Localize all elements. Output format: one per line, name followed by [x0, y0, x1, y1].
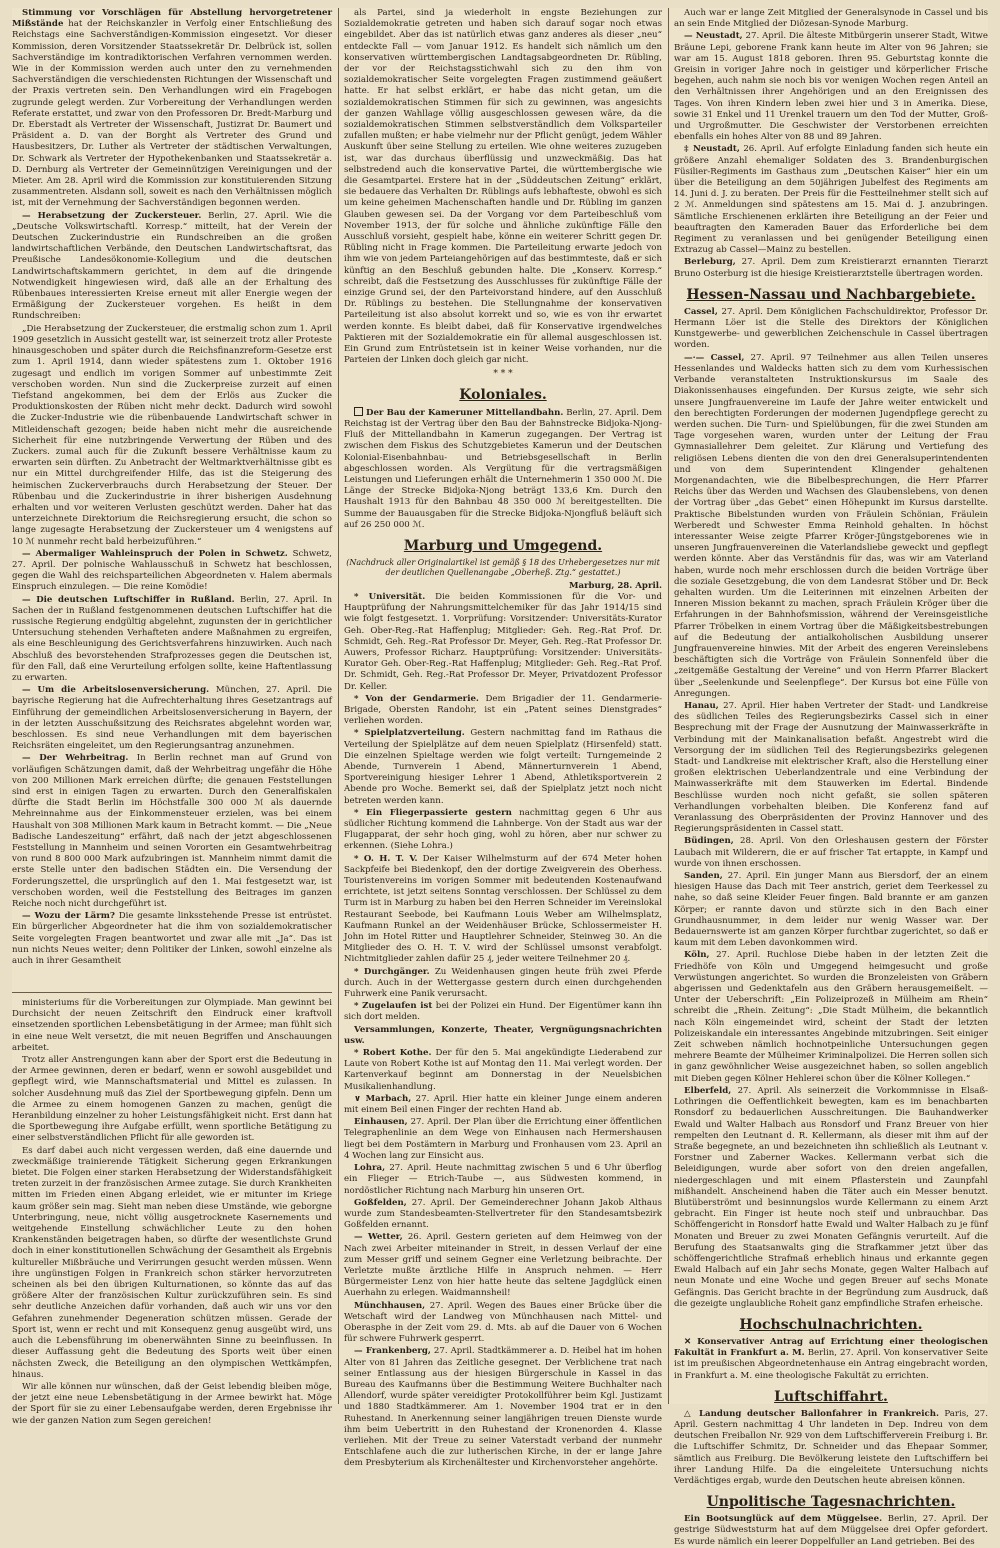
article-paragraph — [12, 8, 332, 210]
article-paragraph — [674, 31, 988, 143]
article-paragraph — [674, 353, 988, 700]
section-heading-marburg: Marburg und Umgegend. — [403, 537, 603, 554]
article-paragraph — [344, 694, 662, 728]
article-lead: Köln, — [684, 950, 710, 961]
article-body: 27. April. Als seinerzeit die Vorkommnisse in Elsaß-Lothringen die Oeffentlichkeit bewegten, kam es im benachbarten Ronsdorf zu bedauerlichen Ausschreitungen. Die Bauhandwerker Ewald und Walter Halbach aus Ronsdorf und Franz Breuer von hier rempelten den Leutnant d. R. Kellermann, als dieser mit ihm auf der Straße begegnete, an und bezeichneten ihn schließlich als Leutnant v. Forstner und Zaberner Wackes. Kellermann verbat sich die Beleidigungen, wurde aber sofort von den dreien angefallen, niedergeschlagen und mit einem Pflasterstein und Zaunpfahl mißhandelt. Anscheinend haben die Täter auch ein Messer benutzt. Blutüberströmt und besinnungslos wurde Kellermann zu einem Arzt gebracht. Ein Finger ist heute noch steif und unbrauchbar. Das Schöffengericht in Ronsdorf hatte Ewald und Walter Halbach zu je fünf Monaten und Breuer zu zwei Monaten Gefängnis verurteilt. Auf die Berufung des Staatsanwalts ging die Strafkammer jetzt über das schöffengerichtliche Strafmaß erheblich hinaus und erkannte gegen Ewald Halbach auf ein Jahr sechs Monate, gegen Walter Halbach auf neun Monate und eine Woche und gegen Breuer auf sechs Monate Gefängnis. Das Gericht brachte in der Begründung zum Ausdruck, daß die gezeigte unglaubliche Roheit ganz empfindliche Strafen erheische. — [674, 1085, 988, 1309]
article-lead: Elberfeld, — [684, 1085, 732, 1096]
article-paragraph — [12, 549, 332, 594]
square-bullet-icon — [354, 407, 363, 416]
article-body: Auch war er lange Zeit Mitglied der Generalsynode in Cassel und bis an sein Ende Mitglied der Diözesan-Synode Marburg. — [674, 8, 988, 30]
section-heading-koloniales: Koloniales. — [459, 386, 547, 403]
article-paragraph — [12, 753, 332, 910]
article-lead: Lohra, — [354, 1163, 386, 1174]
article-body: ministeriums für die Vorbereitungen zur Olympiade. Man gewinnt bei Durchsicht der neuen Zeitschrift den Eindruck einer kraftvoll einsetzenden sportlichen Lebensbetätigung in der Armee; man fühlt sich in eine neue Welt versetzt, die mit neuen Begriffen und Anschauungen arbeitet. — [12, 998, 332, 1053]
article-paragraph — [12, 211, 332, 323]
article-paragraph — [674, 257, 988, 279]
article-body: 27. April. Hier haben Vertreter der Stadt- und Landkreise des südlichen Teiles des Regierungsbezirks Cassel sich in einer Besprechung mit der Frage der Ausnutzung der Mainwasserkräfte in Verbindung mit der Mainkanalisation befaßt. Angestrebt wird die Versorgung der im südlichen Teil des Regierungsbezirks gelegenen Stadt- und Landkreise mit elektrischer Kraft, also die Herstellung einer großen elektrischen Ueberlandzentrale und eine Verbindung der Mainwasserkräfte mit dem Stauwerken im Edertal. Bindende Beschlüsse wurden noch nicht gefaßt, sie sollen späteren Verhandlungen vorbehalten bleiben. Die Konferenz fand auf Veranlassung des Oberpräsidenten der Provinz Hannover und des Regierungspräsidenten in Cassel statt. — [674, 700, 988, 835]
article-body: Berlin, 27. April. Der gestrige Südweststurm hat auf dem Müggelsee drei Opfer gefordert. Es wurde nämlich ein leerer Doppelfuller an Land getrieben. Bei des — [674, 1514, 988, 1547]
article-lead: ∨ Marbach, — [354, 1093, 412, 1104]
article-lead: Münchhausen, — [354, 1300, 426, 1311]
section-heading-luftschiffahrt: Luftschiffahrt. — [774, 1388, 888, 1405]
article-lead: — Um die Arbeitslosenversicherung. — [22, 685, 210, 696]
article-paragraph — [344, 1025, 662, 1047]
article-paragraph — [344, 808, 662, 853]
article-body: Gestern nachmittag fand im Rathaus die Verteilung der Spielplätze auf dem neuen Spielplatz (Hirsenfeld) statt. Die einzelnen Spieltage werden wie folgt verteilt: Turngemeinde 2 Abende, Turnverein 1 Abend, Männerturnverein 1 Abend, Sportvereinigung hiesiger Lehrer 1 Abend, Athletiksportverein 2 Abende pro Woche. Bemerkt sei, daß der Spielplatz jetzt noch nicht betreten werden kann. — [344, 728, 662, 806]
aviation-news — [674, 1409, 988, 1487]
article-lead: * Spielplatzverteilung. — [354, 728, 465, 739]
column-3-local — [674, 8, 988, 280]
article-lead: Berleburg, — [684, 257, 736, 268]
article-paragraph — [344, 407, 662, 531]
hessen-nassau-news — [674, 307, 988, 1310]
article-paragraph — [344, 854, 662, 966]
article-paragraph — [344, 1048, 662, 1093]
article-lead: * Universität. — [354, 591, 426, 602]
article-body: 27. April. Ruchlose Diebe haben in der letzten Zeit die Friedhöfe von Köln und Umgegend heimgesucht und große Verwüstungen angerichtet. So wurden die Bronzeleisten von Gräbern abgerissen und Gedenktafeln aus den Gräbern herausgemeißelt. — Unter der Ueberschrift: „Ein Polizeiprozeß in Mülheim am Rhein“ schreibt die „Rhein. Zeitung“: „Die Stadt Mülheim, die bekanntlich nach Köln eingemeindet wird, scheint der Stadt der letzten Polizeiskandale ein interessantes Angebinde mitzubringen. Seit einiger Zeit schweben nämlich hochnotpeinliche Untersuchungen gegen mehrere Beamte der Mülheimer Kriminalpolizei. Die Herren sollen sich in ganz gewöhnlicher Weise ausgezeichnet haben, so sollen angeblich mit Dieben gegen Kölner Hehlerei schon über die Kölner Kollegen.“ — [674, 950, 988, 1084]
article-paragraph — [12, 685, 332, 752]
article-body: Wir alle können nur wünschen, daß der Geist lebendig bleiben möge, der jetzt eine neue Lebensbetätigung in der Armee bewirkt hat. Möge der Sport für sie zu einer Lebensaufgabe werden, deren Ergebnisse ihr wie der ganzen Nation zum Segen gereichen! — [12, 1381, 332, 1426]
article-paragraph — [344, 1001, 662, 1023]
article-body: hat der Reichskanzler in Verfolg einer Entschließung des Reichstags eine Sachverständigen-Kommission eingesetzt. Vor dieser Kommission, deren Vorsitzender Staatssekretär Dr. Delbrück ist, sollen Sachverständige im kontradiktorischen Verfahren vernommen werden. Wie in der Kommission werden auch unter den zu vernehmenden Sachverständigen die verschiedensten Richtungen der Wissenschaft und der Praxis vertreten sein. Den Verhandlungen wird ein Fragebogen zugrunde gelegt werden. Zur Vorbereitung der Verhandlungen werden Referate erstattet, und zwar von den Professoren Dr. Bredt-Marburg und Dr. Eberstadt als Vertreter der Wissenschaft, Justizrat Dr. Baumert und Präsident a. D. van der Borght als Vertreter des Grund und Hausbesitzers, Dr. Luther als Vertreter der städtischen Verwaltungen, Dr. Schwark als Vertreter der Hypothekenbanken und Staatssekretär a. D. Dernburg als Vertreter der Gemeinnützigen Vereinigungen und der Mieter. Am 28. April wird die Kommission zur konstituierenden Sitzung zusammentreten. Alsdann soll, soweit es nach den Verhältnissen möglich ist, mit der Vernehmung der Sachverständigen begonnen werden. — [12, 19, 332, 209]
article-body: Berlin, 27. April. Wie die „Deutsche Volkswirtschaftl. Korresp.“ mitteilt, hat der Verein der Deutschen Zuckerindustrie ein Rundschreiben an die großen landwirtschaftlichen Verbände, den Deutschen Landwirtschaftsrat, das Preußische Landesökonomie-Kollegium und die deutschen Landwirtschaftskammern gerichtet, in dem auf die dringende Notwendigkeit hingewiesen wird, daß alle an der Erhaltung des Rübenbaues interessierten Kreise erneut mit aller Energie wegen der Ermäßigung der Zuckersteuer vorgehen. Es heißt in dem Rundschreiben: — [12, 210, 332, 322]
article-paragraph — [344, 728, 662, 806]
article-lead: ‡ Neustadt, — [684, 144, 740, 155]
article-body: Dem Brigadier der 11. Gendarmerie-Brigade, Obersten Randohr, ist ein „Patent seines Dienstgrades“ verliehen worden. — [344, 693, 662, 727]
article-body: bei der Polizei ein Hund. Der Eigentümer kann ihn sich dort melden. — [344, 1001, 663, 1023]
university-news — [674, 1337, 988, 1382]
article-body: 27. April. Wegen des Baues einer Brücke über die Wetschaft wird der Landweg von Münchhausen nach Mittel- und Oberasphe in der Zeit vom 29. d. Mts. ab auf die Dauer von 6 Wochen für schwere Fuhrwerk gesperrt. — [344, 1300, 662, 1345]
article-lead: Ein Bootsunglück auf dem Müggelsee. — [684, 1514, 883, 1525]
article-body: 27. April. Dem zum Kreistierarzt ernannten Tierarzt Bruno Osterburg ist die hiesige Kreistierarztstelle übertragen worden. — [674, 257, 988, 279]
article-paragraph — [674, 1409, 988, 1487]
article-paragraph — [12, 911, 332, 967]
article-lead: Hanau, — [684, 700, 719, 711]
article-body: Der Kaiser Wilhelmsturm auf der 674 Meter hohen Sackpfeife bei Biedenkopf, den der dortige Zweigverein des Oberhess. Touristenvereins im vorigen Sommer mit bedeutenden Kostenaufwand errichtete, ist jetzt seitens Sonntag verschlossen. Der Schlüssel zu dem Turm ist in Marburg zu haben bei den Herren Schneider im Vereinslokal Restaurant Seebode, bei Kaufmann Louis Weber am Wilhelmsplatz, Kaufmann Runkel an der Weidenhäuser Brücke, Schlossermeister H. John im Hotel Ritter und Hauptlehrer Schneider, Steinweg 30. An die Mitglieder des O. H. T. V. wird der Schlüssel umsonst verabfolgt. Nichtmitglieder zahlen dafür 25 ₰, jeder weitere Teilnehmer 20 ₰. — [344, 853, 662, 965]
article-lead: — Die deutschen Luftschiffer in Rußland. — [22, 594, 235, 605]
article-paragraph — [344, 1232, 662, 1299]
article-paragraph — [12, 1382, 332, 1427]
article-paragraph — [12, 998, 332, 1054]
article-paragraph — [674, 307, 988, 352]
article-lead: * Robert Kothe. — [354, 1048, 432, 1059]
article-body: 27. April. Der Plan über die Errichtung einer öffentlichen Telegraphenlinie an dem Wege von Einhausen nach Hermershausen liegt bei dem Postämtern in Marburg und Fronhausen vom 23. April an 4 Wochen lang zur Einsicht aus. — [344, 1117, 662, 1161]
article-body: „Die Herabsetzung der Zuckersteuer, die erstmalig schon zum 1. April 1909 gesetzlich in Aussicht gestellt war, ist seinerzeit trotz aller Proteste hinausgeschoben und später durch die Reichsfinanzreform-Gesetze erst zum 1. April 1914, dann wieder spätestens zum 1. Oktober 1916 zugesagt und endlich im vorigen Sommer auf unbestimmte Zeit verschoben worden. Nun sind die Zuckerpreise zurzeit auf einen Tiefstand angekommen, bei dem der Erlös aus Zucker die Produktionskosten der Rüben nicht mehr deckt. Dadurch wird sowohl die Zucker-Industrie wie die rübenbauende Landwirtschaft schwer in Mitleidenschaft gezogen; beide haben nicht mehr die ausreichende Sicherheit für eine nutzbringende Verwertung der Rüben und des Zuckers. zumal auch für die Zukunft bessere Verhältnisse kaum zu erwarten sein dürften. Zu Anbetracht der Weltmarktverhältnisse gibt es nur ein Mittel durchgreifender Hilfe, das ist die Steigerung des heimischen Zuckerverbrauchs durch Herabsetzung der Steuer. Der Rübenbau und die Zuckerindustrie in ihrer bisherigen Ausdehnung erhalten und vor weiteren Verlusten geschützt werden. Daher hat das unterzeichnete Direktorium die Reichsregierung ersucht, die schon so lange zugesagte Herabsetzung der Zuckersteuer um 4 wenigstens auf 10 ℳ nunmehr recht bald herbeizuführen.“ — [12, 323, 332, 547]
article-body: 27. April. Hier hatte ein kleiner Junge einem anderen mit einem Beil einen Finger der rechten Hand ab. — [344, 1093, 662, 1116]
article-paragraph — [344, 1301, 662, 1346]
article-paragraph — [344, 1346, 662, 1469]
article-paragraph — [344, 8, 662, 367]
reprint-note: (Nachdruck aller Originalartikel ist gemäß § 18 des Urhebergesetzes nur mit der deutlichen Quellenangabe „Oberheß. Ztg.“ gestattet.) — [346, 557, 660, 577]
article-lead: Cassel, — [684, 306, 718, 317]
article-lead: Büdingen, — [684, 836, 734, 847]
article-paragraph — [674, 1337, 988, 1382]
article-body: Berlin, 27. April. In Sachen der in Rußland festgenommenen deutschen Luftschiffer hat die russische Regierung endgültig abgelehnt, zugunsten der in gerichtlicher Untersuchung stehenden Verhafteten andere Maßnahmen zu ergreifen, als eine Beschleunigung des Gerichtsverfahrens hinzuwirken. Auch nach Abschluß des bevorstehenden Strafprozesses gegen die Deutschen ist, für den Fall, daß eine Verurteilung erfolgen sollte, keine Haftentlassung zu erwarten. — [12, 594, 332, 683]
article-paragraph — [674, 701, 988, 835]
article-lead: Goßfelden, — [354, 1197, 407, 1208]
article-paragraph — [12, 1146, 332, 1381]
article-body: Berlin, 27. April. Dem Reichstag ist der Vertrag über den Bau der Bahnstrecke Bidjoka-Njong-Fluß der Mittellandbahn in Kamerun zugegangen. Der Vertrag ist zwischen dem Fiskus des Schutzgebietes Kamerun und der Deutschen Kolonial-Eisenbahnbau- und Betriebsgesellschaft in Berlin abgeschlossen worden. Als Vergütung für die vertragsmäßigen Leistungen und Lieferungen erhält die Unternehmerin 1 350 000 ℳ. Die Länge der Strecke Bidjoka-Njong beträgt 133,6 Km. Durch den Haushalt 1913 für den Bahnbau 48 350 000 ℳ bereitgestellten. Die Summe der Bauausgaben für die Strecke Bidjoka-Njongfluß beläuft sich auf 26 250 000 ℳ. — [344, 407, 662, 530]
article-body: Der für den 5. Mai angekündigte Liederabend zur Laute von Robert Kothe ist auf Montag den 11. Mai verlegt worden. Der Kartenverkauf beginnt am Donnerstag in der Neuelsbichen Musikalienhandlung. — [344, 1048, 662, 1092]
article-body: 26. April. Auf erfolgte Einladung fanden sich heute ein größere Anzahl ehemaliger Soldaten des 3. Brandenburgischen Füsilier-Regiments im Gasthaus zum „Deutschen Kaiser“ hier ein um über die Beteiligung an dem 50jährigen Jubelfest des Regiments am 14. Juni d. J. zu beraten. Der Preis für die Festteilnehmer stellt sich auf 2 ℳ. Anmeldungen sind spätestens am 15. Mai d. J. anzubringen. Sämtliche Erschienenen erklärten ihre Beteiligung an der Feier und beauftragten den Kameraden Bauer das Erforderliche bei dem Regiment zu veranlassen und bei genügender Beteiligung einen Extrazug ab Cassel—Mainz zu bestellen. — [674, 144, 989, 256]
article-body: 27. April. Stadtkämmerer a. D. Heibel hat im hohen Alter von 81 Jahren das Zeitliche gesegnet. Der Verblichene trat nach seiner Entlassung aus der hiesigen Bürgerschule in Kassel in das Bureau des Kaufmanns über die Bestimmung Weitere Buchhalter nach Allendorf, wurde später vereidigter Protokollführer beim Kgl. Justizamt und 1880 Stadtkämmerer. Am 1. November 1904 trat er in den Ruhestand. In Anerkennung seiner langjährigen treuen Dienste wurde ihm beim Uebertritt in den Ruhestand der Kronenorden 4. Klasse verliehen. Mit der Treue zu seiner Vaterstadt verband der nunmehr Entschlafene auch die zur lutherischen Kirche, in der er lange Jahre dem Presbyterium als Kirchenältester und Kirchenvorsteher angehörte. — [344, 1346, 662, 1469]
article-paragraph — [674, 950, 988, 1084]
article-body: 26. April. Gestern gerieten auf dem Heimweg von der Nach zwei Arbeiter miteinander in Streit, in dessen Verlauf der eine zum Messer griff und seinem Gegner eine Verletzung beibrachte. Der Verletzte mußte ärztliche Hilfe in Anspruch nehmen. — Herr Bürgermeister Lenz von hier hatte heute das seltene Jagdglück einen Auerhahn zu erlegen. Waidmannsheil! — [344, 1232, 662, 1299]
article-lead: Stimmung vor Vorschlägen für Abstellung hervorgetretener Mißstände — [12, 8, 332, 30]
article-body: 27. April. Ein junger Mann aus Biersdorf, der an einem hiesigen Hause das Dach mit Teer anstrich, geriet dem Teerkessel zu nahe, so daß seine Kleider Feuer fingen. Bald brannte er am ganzen Körper; er rannte davon und stürzte sich in den Bach einer Grundhausnummer, in dem leider nur wenig Wasser war. Der Bedauernswerte ist am ganzen Körper furchtbar zugerichtet, so daß er kaum mit dem Leben davonkommen wird. — [674, 871, 988, 949]
article-paragraph — [12, 595, 332, 685]
colonial-news — [344, 407, 662, 531]
article-paragraph — [12, 324, 332, 548]
article-lead: * Durchgänger. — [354, 966, 430, 977]
column-rule — [668, 8, 669, 1404]
article-paragraph — [344, 1198, 662, 1232]
article-body: 27. April. Heute nachmittag zwischen 5 und 6 Uhr überflog ein Flieger — Etrich-Taube —, aus Südwesten kommend, in nordöstlicher Richtung nach Marburg hin unseren Ort. — [344, 1163, 662, 1196]
article-lead: * O. H. T. V. — [354, 853, 418, 864]
marburg-dateline: Marburg, 28. April. — [568, 580, 662, 591]
article-body: Schwetz, 27. April. Der polnische Wahlausschuß in Schwetz hat beschlossen, gegen die Wahl des reichsparteilichen Abgeordneten v. Halem abermals Einspruch einzulegen. — Die reine Komödie! — [12, 548, 332, 593]
article-body: Die beiden Kommissionen für die Vor- und Hauptprüfung der Nahrungsmittelchemiker für das Jahr 1914/15 sind wie folgt festgesetzt. 1. Vorprüfung: Vorsitzender: Universitäts-Kurator Geh. Ober-Reg.-Rat Haffenplug; Mitglieder: Geh. Reg.-Rat Prof. Dr. Schmidt, Geh. Reg.-Rat Professor Dr. Meyer, Geh. Reg.-Rat Professor Dr. Auwers, Professor Richarz. Hauptprüfung: Vorsitzender: Universitäts-Kurator Geh. Ober-Reg.-Rat Haffenplug; Mitglieder: Geh. Reg.-Rat Prof. Dr. Schmidt, Geh. Reg.-Rat Professor Dr. Meyer, Privatdozent Professor Dr. Keller. — [344, 591, 662, 692]
article-paragraph — [12, 1055, 332, 1145]
article-paragraph — [674, 836, 988, 870]
section-heading-unpolitische: Unpolitische Tagesnachrichten. — [706, 1494, 956, 1511]
article-paragraph — [674, 1514, 988, 1548]
section-heading-hessen-nassau: Hessen-Nassau und Nachbargebiete. — [686, 286, 976, 303]
article-paragraph — [674, 144, 988, 256]
article-body: Es darf dabei auch nicht vergessen werden, daß eine dauernde und zweckmäßige trainierende Tätigkeit Sicherung gegen Erkrankungen bietet. Die Folgen einer starken Herabsetzung der Widerstandsfähigkeit treten zurzeit in der französischen Armee zutage. Sie durch Krankheiten mitten im Frieden einen Abgang erleidet, wie er mitunter im Kriege kaum größer sein mag. Sieht man neben diese Umstände, wie geborgne Unterbringung, neue, nicht völlig ausgetrocknete Kasernements und weitgehende Einstellung schwächlicher Leute zu den hohen Krankenständen beigetragen haben, so dürfte der wesentlichste Grund doch in einer konstitutionellen Schwächung der Gesamtheit als Ergebnis kultureller Mißbräuche und Verirrungen gesucht werden müssen. Wenn ihre ungünstigen Folgen in Frankreich schon stärker hervorzutreten scheinen als bei den übrigen Kulturnationen, so könnte das auf das größere Alter der französischen Kultur zurückzuführen sein. Es sind sehr deutliche Anzeichen dafür vorhanden, daß auch wir uns vor den Gefahren zunehmender Degeneration schützen müssen. Gerade der Sport ist, wenn er recht und mit Konsequenz genug ausgeübt wird, uns auch die Lebensführung im obenerwähnten Sinne zu beeinflussen. In dieser Auffassung geht die Bedeutung des Sports weit über einen nächsten Zweck, die Beteiligung an den olympischen Wettkämpfen, hinaus. — [12, 1145, 332, 1380]
article-lead: Der Bau der Kameruner Mittellandbahn. — [366, 407, 564, 418]
article-lead: — Abermaliger Wahleinspruch der Polen in Schwetz. — [22, 548, 288, 559]
article-lead: Sanden, — [684, 871, 723, 882]
article-lead: — Herabsetzung der Zuckersteuer. — [22, 210, 202, 221]
sport-article-continuation — [12, 998, 332, 1426]
article-lead: * Ein Fliegerpassierte gestern — [354, 807, 512, 818]
column-2 — [344, 8, 663, 1469]
article-lead: △ Landung deutscher Ballonfahrer in Frankreich. — [684, 1408, 939, 1419]
article-paragraph — [344, 592, 662, 693]
article-paragraph — [674, 1086, 988, 1310]
article-lead: — Wetter, — [354, 1232, 403, 1243]
article-paragraph — [674, 8, 988, 30]
column-rule — [338, 8, 339, 1404]
article-body: Berlin, 27. April. Von konservativer Seite ist im preußischen Abgeordnetenhause ein Antrag eingebracht worden, in Frankfurt a. M. eine theologische Fakultät zu errichten. — [674, 1348, 988, 1381]
marburg-news — [344, 592, 662, 1470]
article-lead: Einhausen, — [354, 1117, 408, 1128]
article-body: als Partei, sind ja wiederholt in engste Beziehungen zur Sozialdemokratie getreten und haben sich darauf sogar noch etwas eingebildet. Aber das ist natürlich etwas ganz anderes als dieser „neu“ entdeckte Fall — vom Januar 1912. Es handelt sich nämlich um den konservativen württembergischen Landtagsabgeordneten Dr. Rübling, der vor der Reichstagsstichwahl sich zu den ihm von sozialdemokratischer Seite vorgelegten Fragen zustimmend geäußert hatte. Er hat selbst erklärt, er habe das nicht getan, um die sozialdemokratischen Stimmen für sich zu gewinnen, was angesichts der ganzen Wahllage völlig ausgeschlossen gewesen wäre, da die sozialdemokratischen Stimmen selbstverständlich dem Volksparteiler zufallen mußten; er habe vielmehr nur der Pflicht genügt, jedem Wähler Auskunft über seine Stellung zu erteilen. Wie ohne weiteres zuzugeben ist, war das durchaus überflüssig und unzweckmäßig. Das hat selbstredend auch die konservative Partei, die württembergische wie die Gesamtpartei. Erstere hat in der „Süddeutschen Zeitung“ erklärt, sie bedauere das Verhalten Dr. Rüblings aufs lebhafteste, obwohl es sich um keine geheimen Machenschaften handle und Dr. Rübling im ganzen Glauben gewesen sei. Da der Vorgang vor dem Parteibeschluß vom November 1913, der für solche und ähnliche zukünftige Fälle den Ausschluß vorsieht, gespielt habe, könne ein weiterer Schritt gegen Dr. Rübling nicht in Frage kommen. Die Parteileitung erwarte jedoch von ihm wie von jedem Parteiangehörigen auf das bestimmteste, daß er sich künftig an den Beschluß gebunden halte. Die „Konserv. Korresp.“ schreibt, daß die Festsetzung des Ausschlusses für zukünftige Fälle der einzige Grund sei, der den Parteivorstand hindere, auf den Ausschluß Dr. Rüblings zu bestehen. Die Stellungnahme der konservativen Parteileitung ist also absolut korrekt und so, wie es von ihr erwartet werden konnte. Es bleibt dabei, daß für Konservative irgendwelches Paktieren mit der Sozialdemokratie ein für allemal ausgeschlossen ist. Ein Grund zum Entrüstetsein ist in keiner Weise vorhanden, nur die Parteien der Linken doch gleich gar nicht. — [344, 8, 662, 366]
article-lead: —·— Cassel, — [684, 352, 745, 363]
article-lead: * Von der Gendarmerie. — [354, 693, 479, 704]
article-body: nachmittag gegen 6 Uhr aus südlicher Richtung kommend die Lahnberge. Von der Stadt aus war der Flugapparat, der sehr hoch ging, wohl zu hören, aber nur schwer zu erkennen. (Siehe Lohra.) — [344, 807, 662, 852]
article-body: 27. April. 97 Teilnehmer aus allen Teilen unseres Hessenlandes und Waldecks hatten sich zu dem vom Kurhessischen Verbande veranstalteten Instruktionskursus im Saale des Diakonissenhauses eingefunden. Der Kursus zeigte, wie sehr sich unsere Jungfrauenvereine im Laufe der Jahre weiter entwickelt und den berechtigten Forderungen der modernen Jugendpflege gerecht zu werden suchen. Die Turn- und Spielübungen, für die zwei Stunden am Tage vorgesehen waren, wurden unter der Leitung der Frau Gymnasiallehrer Dem geleitet. Zur Klärung und Vertiefung des religiösen Lebens dienten die von den drei Generalsuperintendenten und von dem Superintendent Klingender gehaltenen Morgenandachten, wie die Bibelbesprechungen, die Herr Pfarrer Reichs über das Werden und Wachsen des Glaubenslebens, von denen der Vortrag über „das Gebet“ einen Höhepunkt im Kursus darstellte. Praktische Bibelstunden wurden von Fräulein Schönian, Fräulein Werberedt und Schwester Emma Reinhold gehalten. In höchst interessanter Weise zeigte Pfarrer Kröger-Jüngstgeborenes wie in unseren Jungfrauenvereinen die Vaterlandsliebe geweckt und gepflegt werden könnte. Aber das Verständnis für das, was wir am Vaterland haben, wurde noch mehr erschlossen durch die beiden Vorträge über die soziale Gesetzgebung, die von dem Landesrat Stöber und Dr. Beck gehalten wurden. Um die Leiterinnen mit einzelnen Arbeiten der Inneren Mission bekannt zu machen, sprach Fräulein Kröger über die Erfahrungen in der Bahnhofsmission, während der Vereinsgeistliche Pfarrer Tröbelken in einem Vortrag über die Mäßigkeitsbestrebungen auf die Bedeutung der antialkoholischen Ausbildung unserer Jungfrauenvereine hinwies. Mit der Arbeit des engeren Vereinslebens beschäftigten sich die Vorträge von Fräulein Sonnenfeld über die „zeitgemäße Gestaltung der Vereine“ und von Herrn Pfarrer Blackert über „Seelenkunde und Seelenpflege“. Der Kursus bot eine Fülle von Anregungen. — [674, 352, 988, 699]
article-lead: ✕ Konservativer Antrag auf Errichtung einer theologischen Fakultät in Frankfurt a. M. — [674, 1336, 988, 1359]
section-separator: * * * — [493, 368, 513, 379]
article-paragraph — [344, 1117, 662, 1162]
article-body: München, 27. April. Die bayrische Regierung hat die Aufrechterhaltung ihres Gesetzantrags auf Einführung der gemeindlichen Arbeitslosenversicherung in Bayern, der in der letzten Ausschußsitzung des Reichsrates abgelehnt worden war, beschlossen. Es sind neue Verhandlungen mit dem bayerischen Reichsräten eingeleitet, um den Regierungsantrag anzunehmen. — [12, 685, 332, 752]
article-paragraph — [344, 967, 662, 1001]
article-lead: — Wozu der Lärm? — [22, 911, 115, 922]
article-body: 27. April. Die älteste Mitbürgerin unserer Stadt, Witwe Bräune Lepi, geborene Frank kann heute im Alter von 96 Jahren; sie war am 15. August 1818 geboren. Ihren 95. Geburtstag konnte die Greisin in voriger Jahre noch in geistiger und körperlicher Frische begehen, auch nahm sie noch bis vor wenigen Wochen regen Anteil an den Verhältnissen ihrer Angehörigen und an den Ereignissen des Tages. Von ihren Kindern leben zwei hier und 3 in Amerika. Diese, sowie 31 Enkel und 11 Urenkel trauern um den Tod der Mutter, Groß- und Urgroßmutter. Die Geschwister der Verstorbenen erreichten ebenfalls ein hohes Alter von 88 und 89 Jahren. — [674, 31, 988, 143]
article-lead: * Zugelaufen ist — [354, 1001, 433, 1012]
article-paragraph — [344, 1094, 662, 1116]
newspaper-page — [12, 8, 989, 1547]
article-lead: — Neustadt, — [684, 31, 743, 42]
column-3 — [674, 8, 989, 1547]
article-lead: Versammlungen, Konzerte, Theater, Vergnügungsnachrichten usw. — [344, 1024, 662, 1046]
article-body: Die gesamte linksstehende Presse ist entrüstet. Ein bürgerlicher Abgeordneter hat die ihm von sozialdemokratischer Seite vorgelegten Fragen beantwortet und zwar alle mit „Ja“. Das ist nun nichts Neues weiter; denn Politiker der Linken, sowohl einzelne als auch in ihrer Gesamtheit — [12, 911, 332, 967]
article-body: 28. April. Von den Orleshausen gestern der Förster Laubach mit Wilderern, die er auf frischer Tat ertappte, in Kampf und wurde von ihnen erschossen. — [674, 836, 988, 869]
column-1 — [12, 8, 332, 986]
article-paragraph — [344, 1163, 662, 1197]
article-lead: — Der Wehrbeitrag. — [22, 753, 129, 764]
article-paragraph — [674, 871, 988, 949]
article-lead: — Frankenberg, — [354, 1346, 431, 1357]
article-body: 27. April. Der Gemeinderechner Johann Jakob Althaus wurde zum Standesbeamten-Stellvertreter für den Standesamtsbezirk Goßfelden ernannt. — [344, 1197, 662, 1231]
section-heading-hochschulnachrichten: Hochschulnachrichten. — [739, 1316, 923, 1333]
column-2-politics — [344, 8, 662, 367]
article-body: In Berlin rechnet man auf Grund von vorläufigen Schätzungen damit, daß der Wehrbeitrag ungefähr die Höhe von 200 Millionen Mark erreichen dürfte; die genauen Feststellungen sind erst in einigen Tagen zu erwarten. Durch den Generalfiskalen dürfte die Stadt Berlin im Höchstfalle 300 000 ℳ als dauernde Mehreinnahme aus der Einkommensteuer erzielen, was bei einem Haushalt von 308 Millionen Mark kaum in Betracht kommt. — Die „Neue Badische Landeszeitung“ erfährt, daß nach der jetzt abgeschlossenen Feststellung in Mannheim und seinen Vororten ein Gesamtwehrbeitrag von rund 8 800 000 Mark aufzubringen ist. Mannheim nimmt damit die erste Stelle unter den badischen Städten ein. Die Versendung der Forderungszettel, die ursprünglich auf den 1. Mai festgesetzt war, ist verschoben worden, weil die Feststellung des Beitrages im ganzen Reiche noch nicht durchgeführt ist. — [12, 753, 332, 910]
miscellaneous-news — [674, 1514, 988, 1548]
article-body: Zu Weidenhausen gingen heute früh zwei Pferde durch. Auch in der Wettergasse gestern durch einen durchgehenden Fuhrwerk eine Panik verursacht. — [344, 966, 662, 1000]
horizontal-rule — [12, 992, 332, 993]
article-body: Paris, 27. April. Gestern nachmittag 4 Uhr landeten in Dep. Indreu von dem deutschen Freiballon Nr. 929 von dem Luftschifferverein Freiburg i. Br. die Luftschiffer Schmitz, Dr. Schneider und das Ehepaar Sommer, sämtlich aus Freiburg. Die Bevölkerung leistete den Luftschiffern bei ihrer Landung Hilfe. Da die eingeleitete Untersuchung nichts Verdächtiges ergab, wurde den Deutschen heute abreisen können. — [674, 1408, 988, 1486]
article-body: 27. April. Dem Königlichen Fachschuldirektor, Professor Dr. Hermann Löer ist die Stelle des Direktors der Königlichen Kunstgewerbe- und gewerblichen Zeichenschule in Cassel übertragen worden. — [674, 306, 988, 351]
article-body: Trotz aller Anstrengungen kann aber der Sport erst die Bedeutung in der Armee gewinnen, deren er bedarf, wenn er sowohl ausgebildet und gepflegt wird, wie Mannschaftsmaterial und Mittel es zulassen. In solcher Ausdehnung muß das Ziel der Sportbewegung gipfeln. Denn um die Armee zu einem homogenen Ganzen zu machen, genügt die Heranbildung einzelner zu hoher Leistungsfähigkeit nicht. Erst dann hat die Sportbewegung ihre Aufgabe erfüllt, wenn sportliche Betätigung zu einer selbstverständlichen Pflicht für alle geworden ist. — [12, 1055, 332, 1144]
